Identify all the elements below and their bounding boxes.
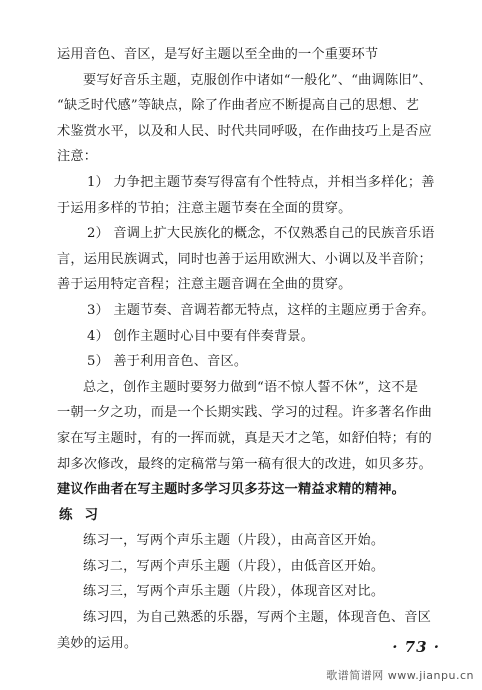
paragraph-summary (57, 375, 442, 503)
text-line: 练习一，写两个声乐主题（片段），由高音区开始。 (83, 533, 385, 549)
paragraph-intro (57, 42, 442, 68)
exercise-item-1 (57, 528, 442, 554)
text-line: 总之，创作主题时要努力做到“语不惊人誓不休”，这不是 (83, 379, 419, 395)
text-line: 善于运用特定音程；注意主题音调在全曲的贯穿。 (57, 277, 352, 293)
exercise-item-3 (57, 579, 442, 605)
text-line: “缺乏时代感”等缺点，除了作曲者应不断提高自己的思想、艺 (57, 98, 419, 114)
text-line: 一朝一夕之功，而是一个长期实践、学习的过程。许多著名作曲 (57, 405, 432, 421)
text-line: 术鉴赏水平，以及和人民、时代共同呼吸，在作曲技巧上是否应 (57, 123, 432, 139)
exercise-item-4 (57, 605, 442, 656)
text-line: 2） 音调上扩大民族化的概念，不仅熟悉自己的民族音乐语 (87, 226, 435, 242)
text-line: 5） 善于利用音色、音区。 (87, 354, 248, 370)
text-line: 注意： (57, 149, 98, 165)
text-line: 练习四，为自己熟悉的乐器，写两个主题，体现音色、音区 (83, 610, 432, 626)
list-item-3 (57, 298, 442, 324)
page-number: · 73 · (392, 638, 440, 656)
text-line: 建议作曲者在写主题时多学习贝多芬这一精益求精的精神。 (57, 482, 406, 498)
site-watermark: 歌谱简谱网 www.jianpu.cn (326, 669, 474, 682)
text-line: 3） 主题节奏、音调若都无特点，这样的主题应勇于舍弃。 (87, 302, 435, 318)
list-item-4 (57, 324, 442, 350)
text-line: 练习三，写两个声乐主题（片段），体现音区对比。 (83, 584, 385, 600)
text-line: 言，运用民族调式，同时也善于运用欧洲大、小调以及半音阶； (57, 251, 432, 267)
text-line: 1） 力争把主题节奏写得富有个性特点，并相当多样化；善 (87, 174, 435, 190)
text-line: 却多次修改，最终的定稿常与第一稿有很大的改进，如贝多芬。 (57, 456, 432, 472)
exercises-heading: 练习 (59, 506, 110, 523)
text-line: 运用音色、音区，是写好主题以至全曲的一个重要环节 (57, 47, 379, 62)
text-line: 要写好音乐主题，克服创作中诸如“一般化”、“曲调陈旧”、 (83, 72, 433, 88)
text-line: 于运用多样的节拍；注意主题节奏在全面的贯穿。 (57, 200, 352, 216)
list-item-2 (57, 221, 442, 298)
text-line: 练习二，写两个声乐主题（片段），由低音区开始。 (83, 558, 385, 574)
text-line: 4） 创作主题时心目中要有伴奏背景。 (87, 328, 315, 344)
paragraph-main (57, 68, 442, 170)
list-item-5 (57, 349, 442, 375)
exercise-item-2 (57, 554, 442, 580)
text-line: 家在写主题时，有的一挥而就，真是天才之笔，如舒伯特；有的 (57, 430, 432, 446)
list-item-1 (57, 170, 442, 221)
text-line: 美妙的运用。 (57, 635, 138, 651)
body-text (57, 42, 442, 656)
